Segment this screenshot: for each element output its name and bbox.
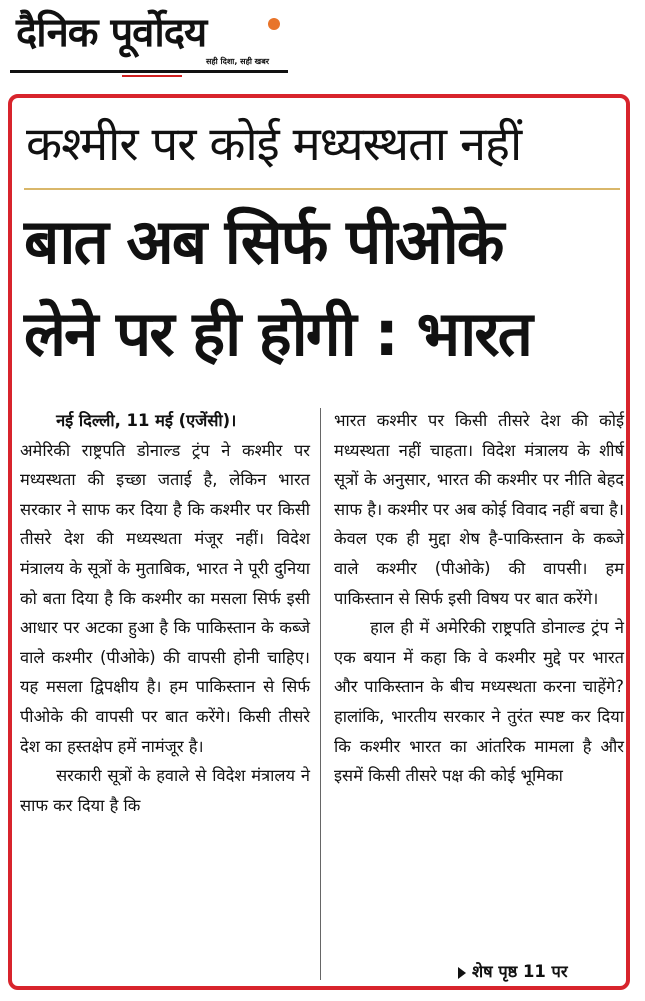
triangle-right-icon [458,967,466,979]
body-paragraph: अमेरिकी राष्ट्रपति डोनाल्ड ट्रंप ने कश्मीर पर मध्यस्थता की इच्छा जताई है, लेकिन भारत सरकार ने साफ कर दिया है कि कश्मीर पर किसी तीसरे देश की मध्यस्थता मंजूर नहीं। विदेश मंत्रालय के सूत्रों के मुताबिक, भारत ने पूरी दुनिया को बता दिया है कि कश्मीर का मसला सिर्फ इसी आधार पर अटका हुआ है कि पाकिस्तान के कब्जे वाले कश्मीर (पीओके) की वापसी होनी चाहिए। यह मसला द्विपक्षीय है। हम पाकिस्तान से सिर्फ पीओके की वापसी पर बात करेंगे। किसी तीसरे देश का हस्तक्षेप हमें नामंजूर है। [20,440,310,756]
masthead-rule [10,70,288,73]
article-column-right [334,406,624,791]
continuation-jump[interactable] [458,958,568,986]
column-divider [320,408,321,980]
article-kicker: कश्मीर पर कोई मध्यस्थता नहीं [26,117,522,172]
article-headline [24,196,624,380]
kicker-divider [24,188,620,190]
article-column-left [20,406,310,820]
body-paragraph: हाल ही में अमेरिकी राष्ट्रपति डोनाल्ड ट्रंप ने एक बयान में कहा कि वे कश्मीर मुद्दे पर भारत और पाकिस्तान के बीच मध्यस्थता करना चाहेंगे? हालांकि, भारतीय सरकार ने तुरंत स्पष्ट कर दिया कि कश्मीर भारत का आंतरिक मामला है और इसमें किसी तीसरे पक्ष की कोई भूमिका [334,618,624,786]
dateline-paragraph [20,406,310,436]
continuation-label: शेष पृष्ठ 11 पर [472,962,568,981]
masthead-accent-rule [122,75,182,77]
body-paragraph: सरकारी सूत्रों के हवाले से विदेश मंत्रालय ने साफ कर दिया है कि [20,766,310,815]
logo-dot-icon [268,18,280,30]
headline-line-2: लेने पर ही होगी : भारत [24,297,532,370]
headline-line-1: बात अब सिर्फ पीओके [24,205,503,278]
body-paragraph: भारत कश्मीर पर किसी तीसरे देश की कोई मध्यस्थता नहीं चाहता। विदेश मंत्रालय के शीर्ष सूत्रों के अनुसार, भारत की कश्मीर पर नीति बेहद साफ है। कश्मीर पर अब कोई विवाद नहीं बचा है। केवल एक ही मुद्दा शेष है-पाकिस्तान के कब्जे वाले कश्मीर (पीओके) की वापसी। हम पाकिस्तान से सिर्फ इसी विषय पर बात करेंगे। [334,411,624,608]
masthead [10,6,290,74]
newspaper-logo-title: दैनिक पूर्वोदय [16,10,207,56]
newspaper-tagline: सही दिशा, सही खबर [206,57,270,66]
dateline: नई दिल्ली, 11 मई (एजेंसी)। [56,411,237,430]
